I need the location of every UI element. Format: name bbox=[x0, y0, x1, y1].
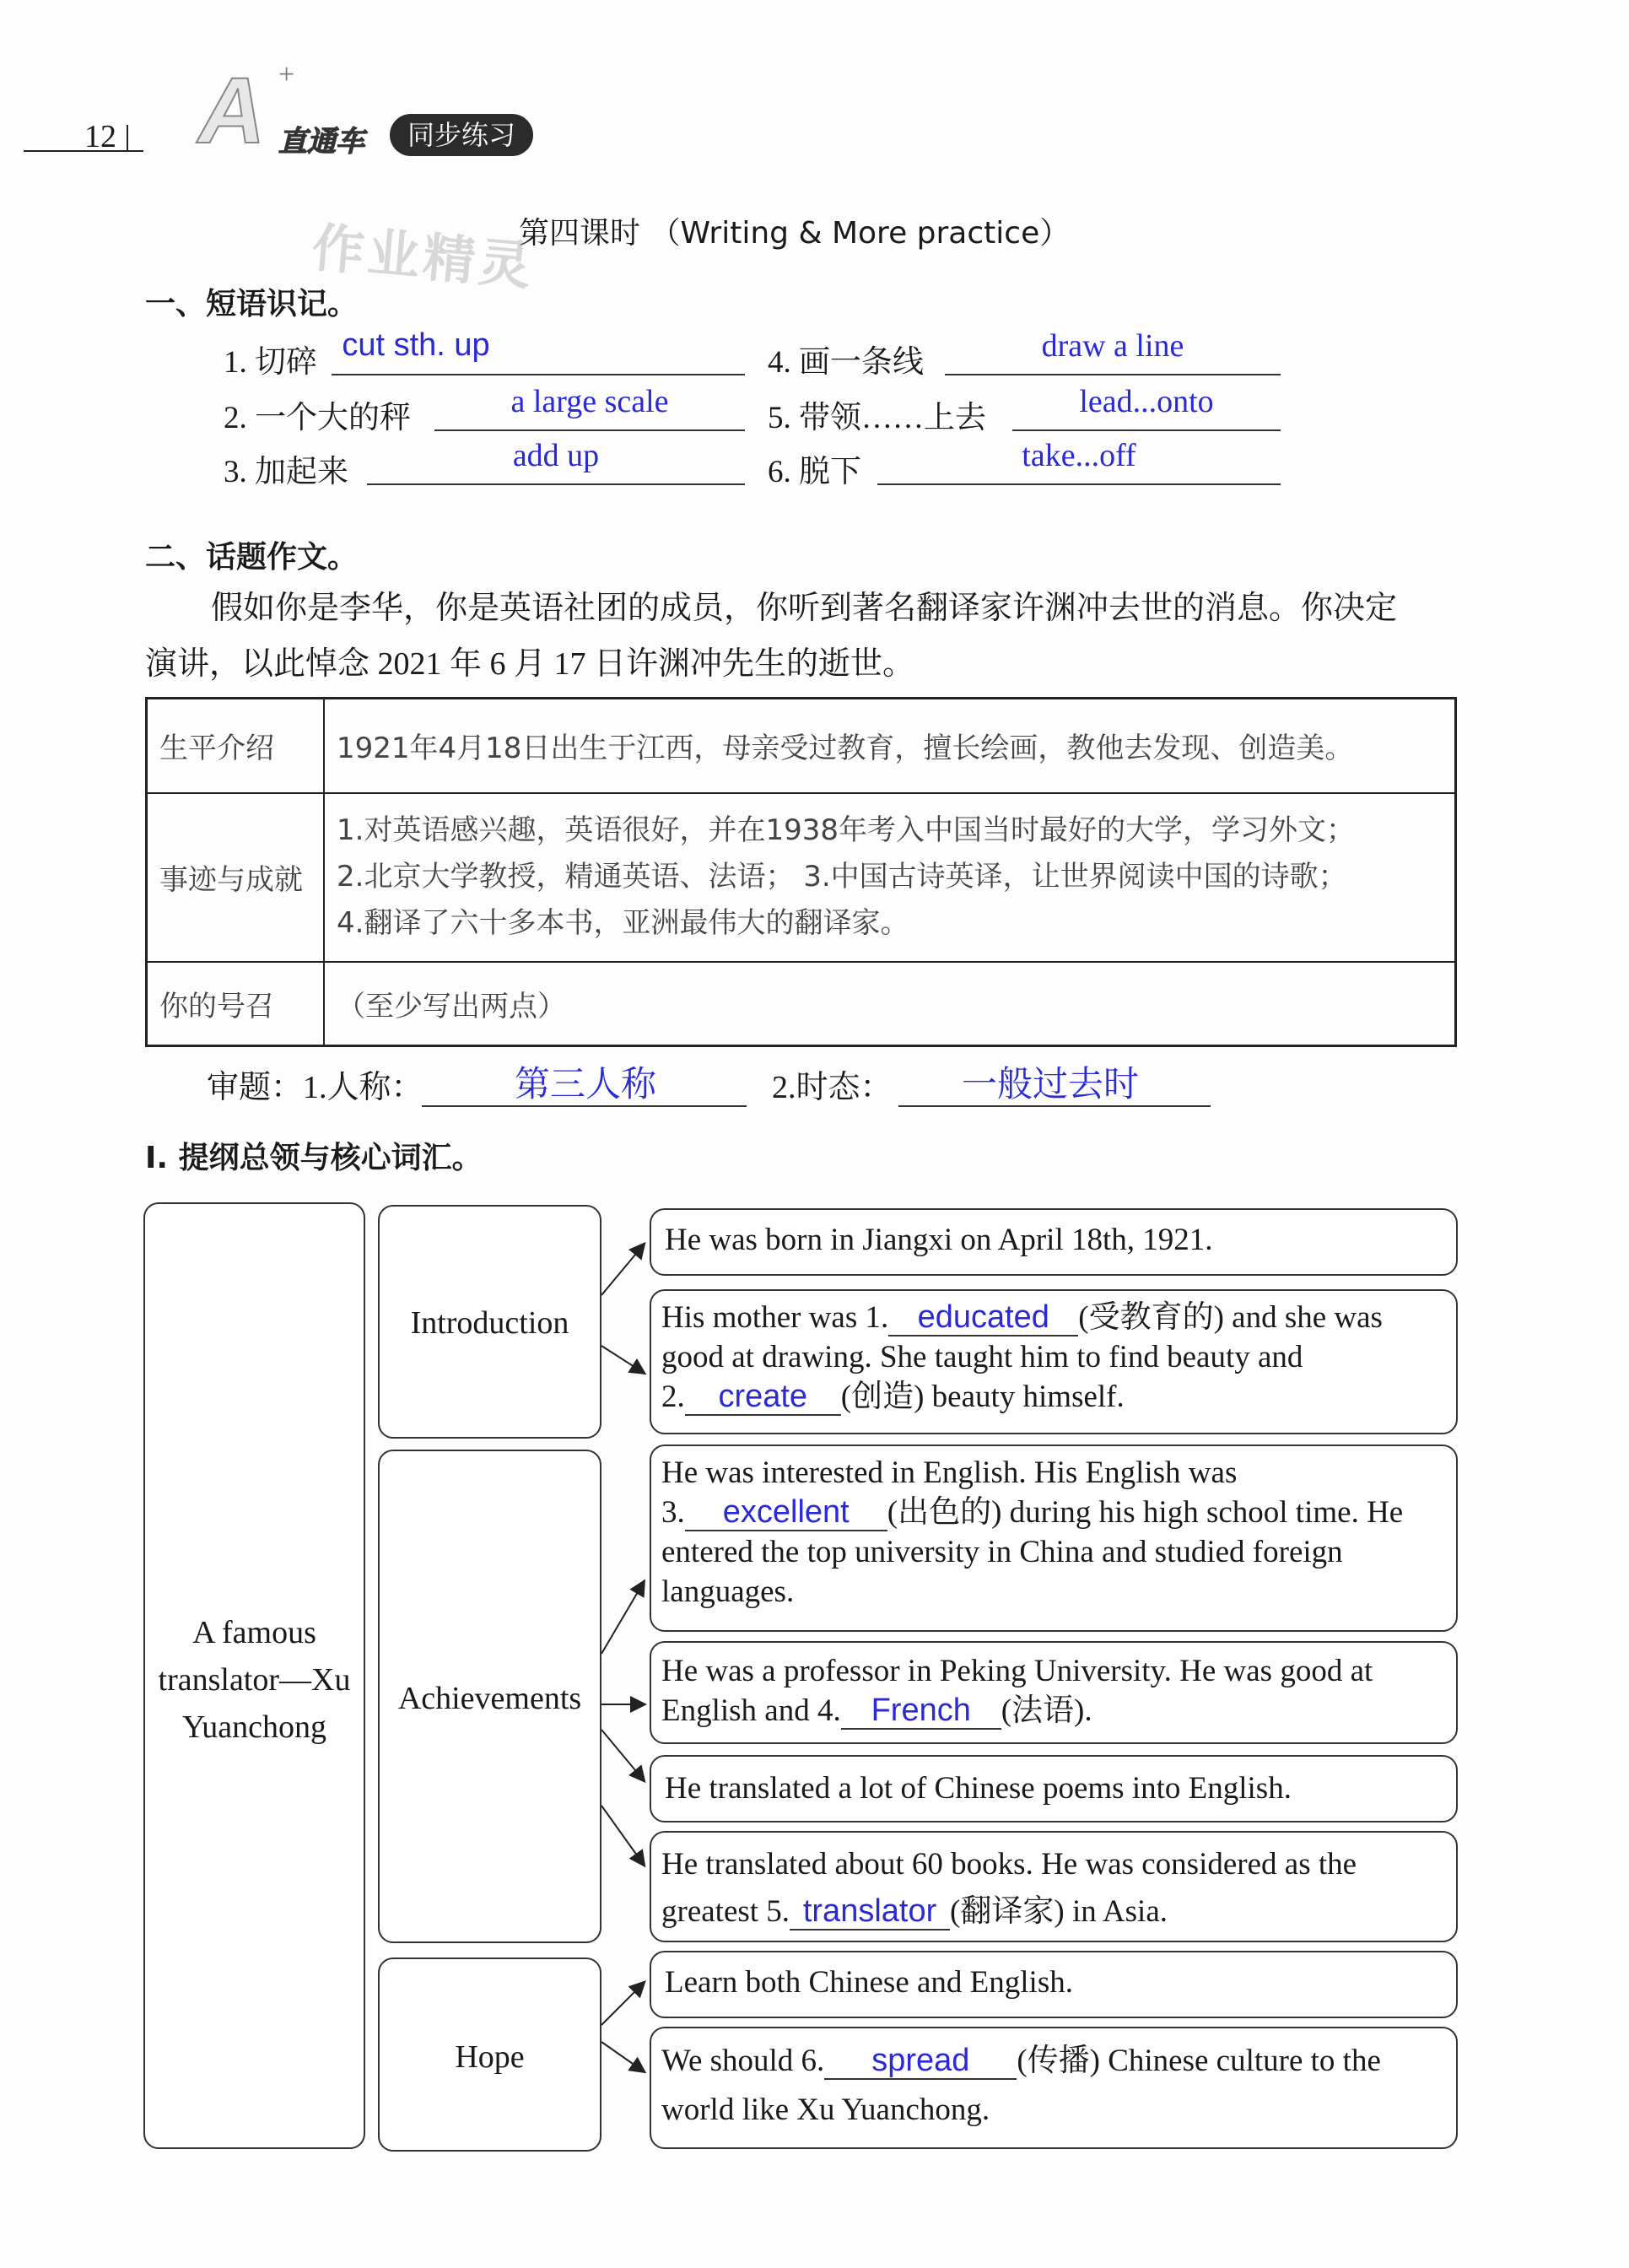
review-person-answer: 第三人称 bbox=[515, 1064, 657, 1104]
detail-6-line-2-post: (翻译家) in Asia. bbox=[950, 1894, 1168, 1929]
phrase-label-3: 3. 加起来 bbox=[224, 455, 348, 489]
blank-6-answer: spread bbox=[871, 2043, 970, 2078]
phrase-answer-6: take...off bbox=[1022, 438, 1136, 473]
phrase-label-6: 6. 脱下 bbox=[768, 455, 861, 489]
detail-text-5: He translated a lot of Chinese poems into English. bbox=[665, 1771, 1292, 1806]
blank-2-answer: create bbox=[718, 1379, 808, 1414]
branch-label-achievements: Achievements bbox=[397, 1681, 582, 1716]
phrase-label-5: 5. 带领……上去 bbox=[768, 401, 986, 435]
blank-2[interactable] bbox=[685, 1380, 841, 1416]
phrase-answer-2: a large scale bbox=[510, 384, 669, 419]
detail-6-line-2-pre: greatest 5. bbox=[661, 1894, 790, 1929]
blank-5-answer: translator bbox=[802, 1893, 937, 1929]
logo-plus: + bbox=[278, 59, 295, 90]
logo-name: 直通车 bbox=[278, 127, 364, 158]
detail-3-line-2-post: (出色的) during his high school time. He bbox=[887, 1495, 1404, 1530]
phrase-label-2: 2. 一个大的秤 bbox=[224, 401, 411, 435]
center-box bbox=[143, 1202, 365, 2149]
detail-box-7 bbox=[650, 1951, 1458, 2018]
detail-2-post: (受教育的) and she was bbox=[1078, 1300, 1383, 1335]
branch-hope bbox=[378, 1958, 601, 2152]
detail-4-line-2-post: (法语). bbox=[1001, 1693, 1092, 1728]
detail-8-post: (传播) Chinese culture to the bbox=[1017, 2044, 1381, 2078]
detail-2-line-3-post: (创造) beauty himself. bbox=[840, 1380, 1125, 1414]
branch-introduction bbox=[378, 1205, 601, 1439]
blank-3[interactable] bbox=[685, 1495, 887, 1531]
table-head-achievements: 事迹与成就 bbox=[147, 793, 325, 962]
blank-1[interactable] bbox=[888, 1300, 1078, 1336]
blank-4-answer: French bbox=[871, 1693, 971, 1728]
detail-3-line-4: languages. bbox=[661, 1574, 795, 1609]
table-head-bio: 生平介绍 bbox=[147, 699, 325, 793]
detail-3-line-2-pre: 3. bbox=[661, 1495, 685, 1530]
prompt-line-2: 演讲，以此悼念 2021 年 6 月 17 日许渊冲先生的逝世。 bbox=[145, 646, 915, 682]
detail-box-2 bbox=[650, 1289, 1458, 1434]
phrase-answer-3: add up bbox=[512, 438, 600, 473]
detail-8-line-2: world like Xu Yuanchong. bbox=[661, 2092, 990, 2127]
detail-3-line-3: entered the top university in China and studied foreign bbox=[661, 1535, 1343, 1569]
table-head-call: 你的号召 bbox=[147, 962, 325, 1046]
center-line-2: translator—Xu bbox=[158, 1662, 351, 1698]
blank-6[interactable] bbox=[824, 2044, 1017, 2080]
lesson-title: 第四课时 （Writing & More practice） bbox=[519, 216, 1071, 251]
section2-heading: 二、话题作文。 bbox=[145, 540, 359, 575]
detail-4-line-2-pre: English and 4. bbox=[661, 1693, 841, 1728]
branch-achievements bbox=[378, 1450, 601, 1943]
detail-box-4 bbox=[650, 1641, 1458, 1744]
detail-text-1: He was born in Jiangxi on April 18th, 1921. bbox=[665, 1223, 1213, 1257]
detail-2-line-3-pre: 2. bbox=[661, 1380, 685, 1414]
blank-3-answer: excellent bbox=[722, 1494, 850, 1530]
detail-6-line-1: He translated about 60 books. He was considered as the bbox=[661, 1847, 1357, 1882]
achievement-line-1: 1.对英语感兴趣，英语很好，并在1938年考入中国当时最好的大学，学习外文； bbox=[337, 813, 1355, 847]
review-tense-answer: 一般过去时 bbox=[962, 1064, 1140, 1104]
phrase-label-1: 1. 切碎 bbox=[224, 345, 317, 380]
section1-heading: 一、短语识记。 bbox=[145, 287, 359, 321]
phrase-answer-1: cut sth. up bbox=[342, 327, 490, 363]
table-cell-bio: 1921年4月18日出生于江西，母亲受过教育，擅长绘画，教他去发现、创造美。 bbox=[324, 699, 1456, 793]
blank-4[interactable] bbox=[841, 1693, 1001, 1730]
phrase-answer-4: draw a line bbox=[1041, 328, 1184, 364]
detail-box-6 bbox=[650, 1831, 1458, 1942]
detail-text-7: Learn both Chinese and English. bbox=[665, 1965, 1073, 2000]
page-number: 12 bbox=[84, 119, 116, 154]
detail-box-8 bbox=[650, 2027, 1458, 2149]
detail-8-pre: We should 6. bbox=[661, 2044, 825, 2078]
detail-4-line-1: He was a professor in Peking University. He was good at bbox=[661, 1654, 1373, 1688]
review-person-label: 审题：1.人称： bbox=[207, 1070, 423, 1105]
achievement-line-3: 4.翻译了六十多本书，亚洲最伟大的翻译家。 bbox=[337, 906, 909, 940]
detail-2-line-2: good at drawing. She taught him to find beauty and bbox=[661, 1340, 1303, 1374]
achievement-line-2: 2.北京大学教授，精通英语、法语； 3.中国古诗英译，让世界阅读中国的诗歌； bbox=[337, 860, 1347, 894]
center-line-3: Yuanchong bbox=[182, 1709, 326, 1745]
branch-label-hope: Hope bbox=[455, 2039, 525, 2075]
watermark: 作业精灵 bbox=[309, 219, 537, 297]
table-cell-call: （至少写出两点） bbox=[324, 962, 1456, 1046]
detail-2-pre: His mother was 1. bbox=[661, 1300, 889, 1335]
outline-heading: Ⅰ. 提纲总领与核心词汇。 bbox=[145, 1141, 483, 1175]
detail-box-5 bbox=[650, 1755, 1458, 1822]
detail-box-3 bbox=[650, 1444, 1458, 1632]
review-tense-label: 2.时态： bbox=[772, 1070, 893, 1105]
logo-letter: A bbox=[198, 59, 266, 163]
series-badge: 同步练习 bbox=[390, 114, 533, 156]
blank-5[interactable] bbox=[790, 1894, 950, 1930]
phrase-label-4: 4. 画一条线 bbox=[768, 345, 924, 380]
prompt-line-1: 假如你是李华，你是英语社团的成员，你听到著名翻译家许渊冲去世的消息。你决定 bbox=[211, 591, 1398, 626]
detail-3-line-1: He was interested in English. His English was bbox=[661, 1455, 1238, 1490]
blank-1-answer: educated bbox=[917, 1299, 1049, 1335]
center-line-1: A famous bbox=[192, 1615, 316, 1650]
phrase-answer-5: lead...onto bbox=[1079, 384, 1214, 419]
branch-label-introduction: Introduction bbox=[410, 1305, 569, 1341]
detail-box-1 bbox=[650, 1208, 1458, 1276]
